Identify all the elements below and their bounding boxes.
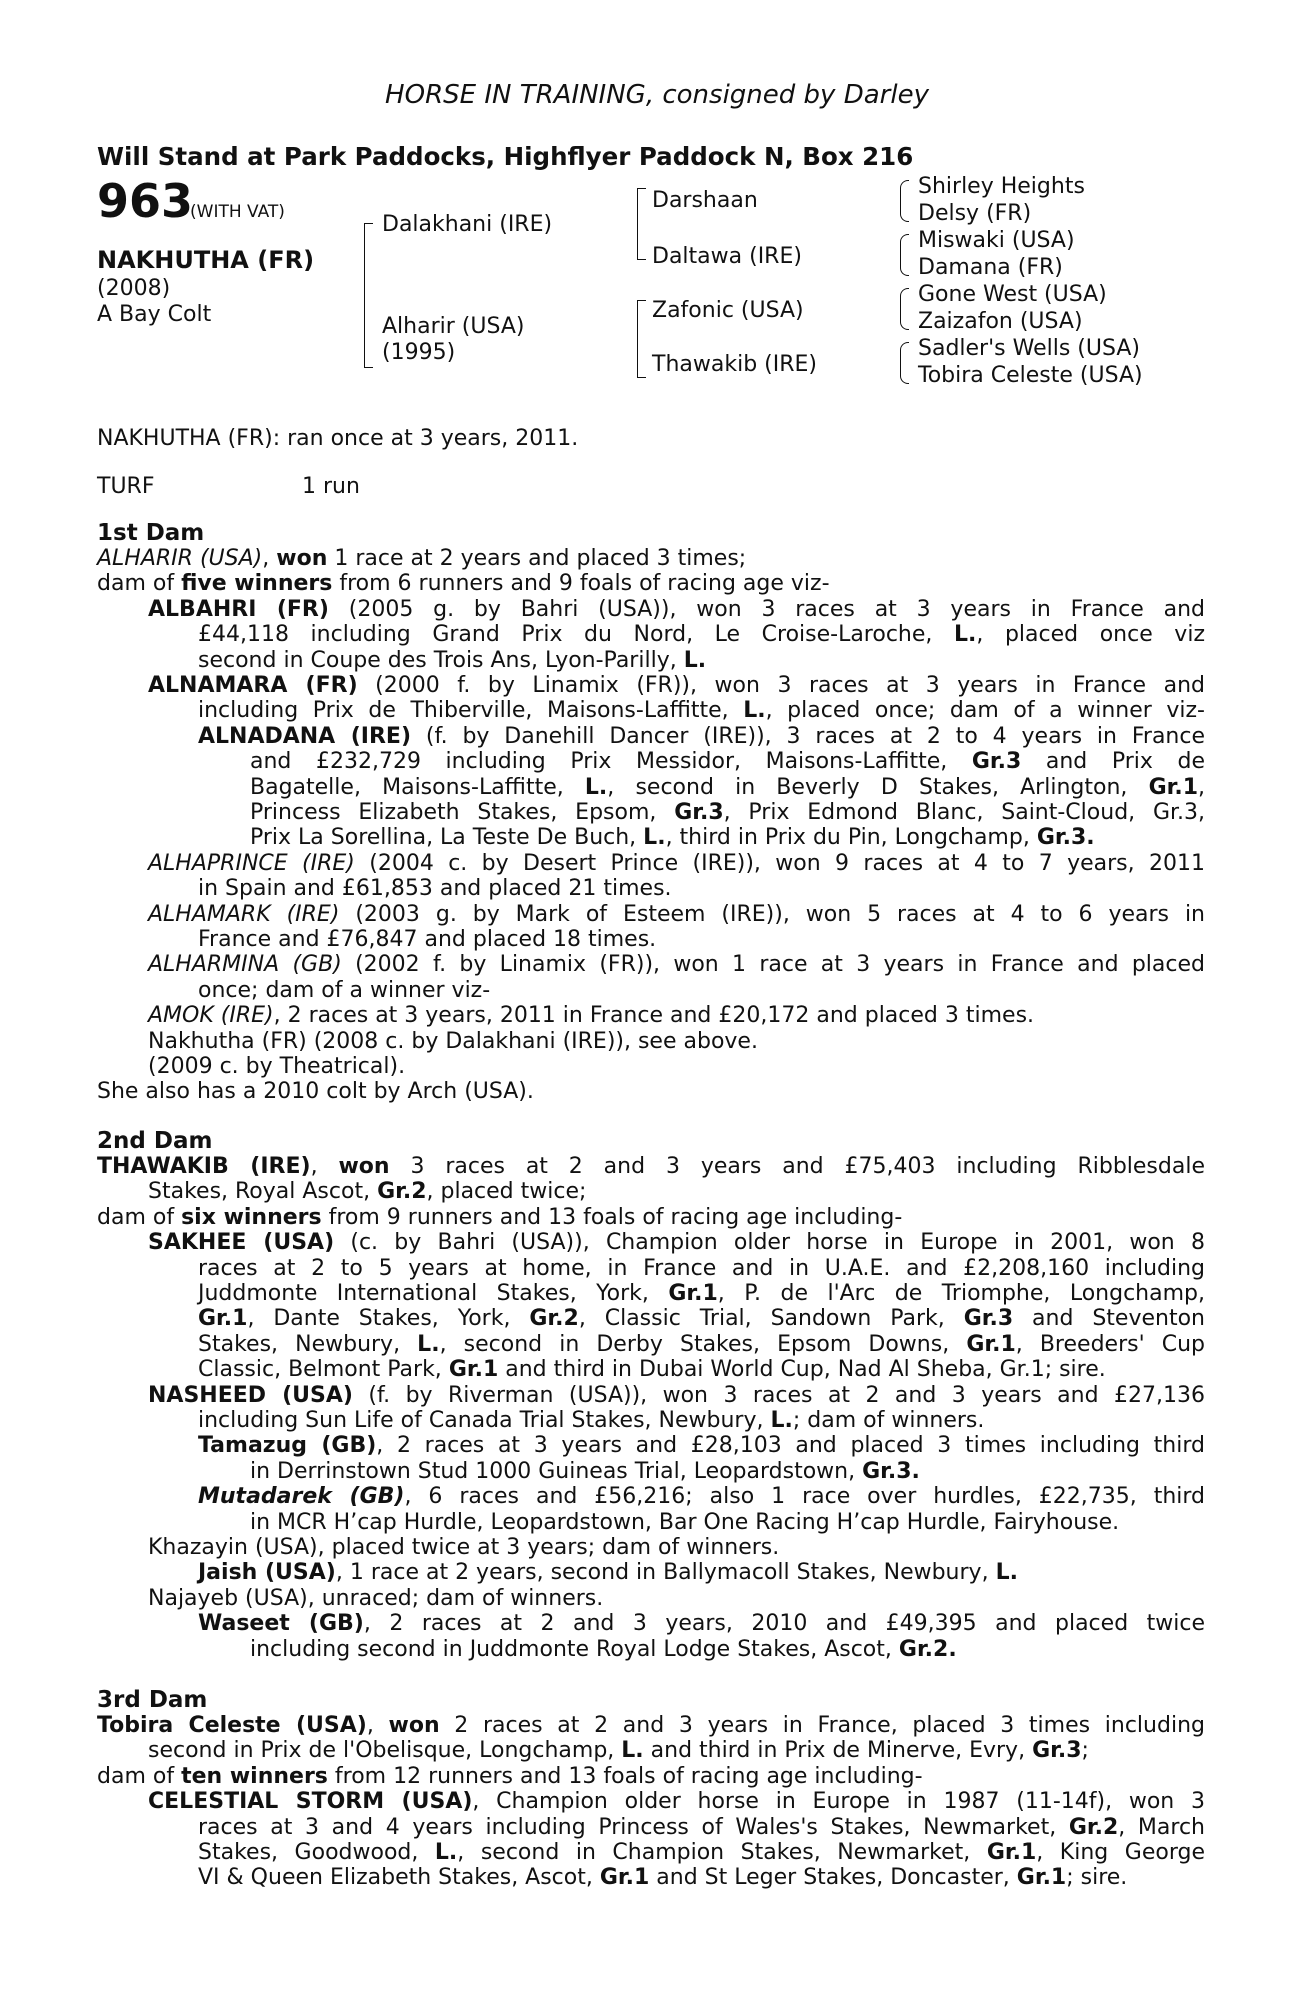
- race-summary: NAKHUTHA (FR): ran once at 3 years, 2011.: [97, 426, 579, 451]
- dam-text-line: ALNAMARA (FR) (2000 f. by Linamix (FR)), won 3 races at 3 years in France and: [148, 673, 1205, 698]
- pedigree-g3: Miswaki (USA): [918, 228, 1075, 253]
- dam-text-line: Waseet (GB), 2 races at 2 and 3 years, 2010 and £49,395 and placed twice: [198, 1611, 1205, 1637]
- brace-g3: [900, 288, 909, 330]
- dam-text-line: dam of six winners from 9 runners and 13 foals of racing age including-: [97, 1204, 903, 1230]
- pedigree-g2: Delsy (FR): [918, 201, 1032, 226]
- turf-runs: 1 run: [302, 474, 360, 499]
- dam-text-line: including Sun Life of Canada Trial Stakes, Newbury, L.; dam of winners.: [198, 1408, 985, 1433]
- brace-g2: [900, 234, 909, 276]
- dam-text-line: Najayeb (USA), unraced; dam of winners.: [148, 1585, 604, 1611]
- dam-text-line: Stakes, Goodwood, L., second in Champion Stakes, Newmarket, Gr.1, King George: [198, 1840, 1205, 1865]
- lot-number: 963: [97, 174, 194, 228]
- dam-text-line: including Prix de Thiberville, Maisons-Laffitte, L., placed once; dam of a winner viz-: [198, 698, 1205, 724]
- pedigree-g8: Tobira Celeste (USA): [918, 363, 1143, 388]
- pedigree-sire: Dalakhani (IRE): [382, 212, 553, 237]
- dam-text-line: dam of ten winners from 12 runners and 13 foals of racing age including-: [97, 1763, 923, 1789]
- dam-text-line: Princess Elizabeth Stakes, Epsom, Gr.3, Prix Edmond Blanc, Saint-Cloud, Gr.3,: [250, 800, 1206, 825]
- pedigree-dam-sire: Zafonic (USA): [652, 298, 804, 323]
- dam-text-line: ALHAPRINCE (IRE) (2004 c. by Desert Prince (IRE)), won 9 races at 4 to 7 years, 2011: [148, 850, 1205, 876]
- horse-year: (2008): [97, 276, 171, 301]
- dam-text-line: SAKHEE (USA) (c. by Bahri (USA)), Champion older horse in Europe in 2001, won 8: [148, 1230, 1205, 1256]
- dam-text-line: £44,118 including Grand Prix du Nord, Le Croise-Laroche, L., placed once viz: [198, 622, 1205, 648]
- dam-text-line: Juddmonte International Stakes, York, Gr.1, P. de l'Arc de Triomphe, Longchamp,: [198, 1281, 1205, 1306]
- dam-text-line: Tamazug (GB), 2 races at 3 years and £28,103 and placed 3 times including third: [198, 1433, 1205, 1459]
- dam-text-line: in Derrinstown Stud 1000 Guineas Trial, Leopardstown, Gr.3.: [250, 1458, 920, 1484]
- pedigree-g6: Zaizafon (USA): [918, 309, 1083, 334]
- dam-text-line: She also has a 2010 colt by Arch (USA).: [97, 1079, 534, 1105]
- dam-text-line: in Spain and £61,853 and placed 21 times.: [198, 876, 672, 902]
- dam-text-line: Jaish (USA), 1 race at 2 years, second in Ballymacoll Stakes, Newbury, L.: [198, 1560, 1018, 1586]
- pedigree-g4: Damana (FR): [918, 255, 1063, 280]
- third-dam-title: 3rd Dam: [97, 1687, 208, 1713]
- dam-text-line: Mutadarek (GB), 6 races and £56,216; also 1 race over hurdles, £22,735, third: [198, 1484, 1205, 1510]
- dam-text-line: dam of five winners from 6 runners and 9 foals of racing age viz-: [97, 571, 830, 597]
- dam-text-line: Stakes, Royal Ascot, Gr.2, placed twice;: [148, 1179, 587, 1205]
- horse-name: NAKHUTHA (FR): [97, 246, 315, 274]
- dam-text-line: Gr.1, Dante Stakes, York, Gr.2, Classic Trial, Sandown Park, Gr.3 and Steventon: [198, 1306, 1205, 1332]
- brace-dam: [637, 300, 646, 378]
- stand-location: Will Stand at Park Paddocks, Highflyer Paddock N, Box 216: [97, 142, 914, 171]
- dam-text-line: CELESTIAL STORM (USA), Champion older horse in Europe in 1987 (11-14f), won 3: [148, 1789, 1206, 1815]
- dam-text-line: AMOK (IRE), 2 races at 3 years, 2011 in France and £20,172 and placed 3 times.: [148, 1003, 1035, 1029]
- pedigree-g7: Sadler's Wells (USA): [918, 336, 1140, 361]
- dam-text-line: ALBAHRI (FR) (2005 g. by Bahri (USA)), won 3 races at 3 years in France and: [148, 596, 1205, 622]
- dam-text-line: once; dam of a winner viz-: [198, 977, 491, 1003]
- dam-text-line: races at 2 to 5 years at home, in France and in U.A.E. and £2,208,160 including: [198, 1255, 1205, 1281]
- dam-text-line: Prix La Sorellina, La Teste De Buch, L., third in Prix du Pin, Longchamp, Gr.3.: [250, 825, 1095, 851]
- dam-text-line: including second in Juddmonte Royal Lodge Stakes, Ascot, Gr.2.: [250, 1636, 957, 1662]
- pedigree-dam-year: (1995): [382, 340, 456, 365]
- page-title: HORSE IN TRAINING, consigned by Darley: [385, 80, 929, 110]
- dam-text-line: ALHARIR (USA), won 1 race at 2 years and placed 3 times;: [97, 546, 747, 571]
- vat-note: (WITH VAT): [190, 202, 285, 222]
- pedigree-sire-sire: Darshaan: [652, 188, 758, 213]
- dam-text-line: ALNADANA (IRE) (f. by Danehill Dancer (IRE)), 3 races at 2 to 4 years in France: [198, 723, 1205, 749]
- dam-text-line: (2009 c. by Theatrical).: [148, 1054, 406, 1079]
- dam-text-line: France and £76,847 and placed 18 times.: [198, 927, 657, 952]
- pedigree-sire-dam: Daltawa (IRE): [652, 244, 802, 269]
- brace-parents: [364, 223, 373, 368]
- brace-g4: [900, 342, 909, 384]
- dam-text-line: VI & Queen Elizabeth Stakes, Ascot, Gr.1 and St Leger Stakes, Doncaster, Gr.1; sire.: [198, 1865, 1128, 1891]
- dam-text-line: second in Coupe des Trois Ans, Lyon-Parilly, L.: [198, 647, 707, 673]
- horse-description: A Bay Colt: [97, 302, 212, 327]
- pedigree-g5: Gone West (USA): [918, 282, 1107, 307]
- pedigree-dam-dam: Thawakib (IRE): [652, 352, 817, 377]
- dam-text-line: ALHARMINA (GB) (2002 f. by Linamix (FR)), won 1 race at 3 years in France and placed: [148, 952, 1205, 978]
- dam-text-line: THAWAKIB (IRE), won 3 races at 2 and 3 years and £75,403 including Ribblesdale: [97, 1154, 1205, 1179]
- dam-text-line: in MCR H’cap Hurdle, Leopardstown, Bar One Racing H’cap Hurdle, Fairyhouse.: [250, 1509, 1120, 1535]
- second-dam-title: 2nd Dam: [97, 1128, 213, 1154]
- pedigree-dam: Alharir (USA): [382, 314, 525, 339]
- dam-text-line: Stakes, Newbury, L., second in Derby Stakes, Epsom Downs, Gr.1, Breeders' Cup: [198, 1331, 1205, 1357]
- dam-text-line: Classic, Belmont Park, Gr.1 and third in Dubai World Cup, Nad Al Sheba, Gr.1; sire.: [198, 1357, 1106, 1383]
- dam-text-line: NASHEED (USA) (f. by Riverman (USA)), won 3 races at 2 and 3 years and £27,136: [148, 1382, 1205, 1408]
- dam-text-line: Nakhutha (FR) (2008 c. by Dalakhani (IRE)), see above.: [148, 1028, 758, 1054]
- brace-g1: [900, 180, 909, 222]
- dam-text-line: Tobira Celeste (USA), won 2 races at 2 and 3 years in France, placed 3 times including: [97, 1713, 1205, 1738]
- brace-sire: [637, 188, 646, 260]
- pedigree-g1: Shirley Heights: [918, 174, 1085, 199]
- dam-text-line: second in Prix de l'Obelisque, Longchamp, L. and third in Prix de Minerve, Evry, Gr.3;: [148, 1738, 1089, 1764]
- dam-text-line: Khazayin (USA), placed twice at 3 years; dam of winners.: [148, 1535, 780, 1560]
- turf-label: TURF: [97, 474, 155, 499]
- dam-text-line: races at 3 and 4 years including Princess of Wales's Stakes, Newmarket, Gr.2, March: [198, 1814, 1205, 1840]
- dam-text-line: and £232,729 including Prix Messidor, Maisons-Laffitte, Gr.3 and Prix de: [250, 749, 1205, 775]
- dam-text-line: Bagatelle, Maisons-Laffitte, L., second in Beverly D Stakes, Arlington, Gr.1,: [250, 774, 1205, 800]
- first-dam-title: 1st Dam: [97, 520, 205, 546]
- dam-text-line: ALHAMARK (IRE) (2003 g. by Mark of Esteem (IRE)), won 5 races at 4 to 6 years in: [148, 901, 1205, 927]
